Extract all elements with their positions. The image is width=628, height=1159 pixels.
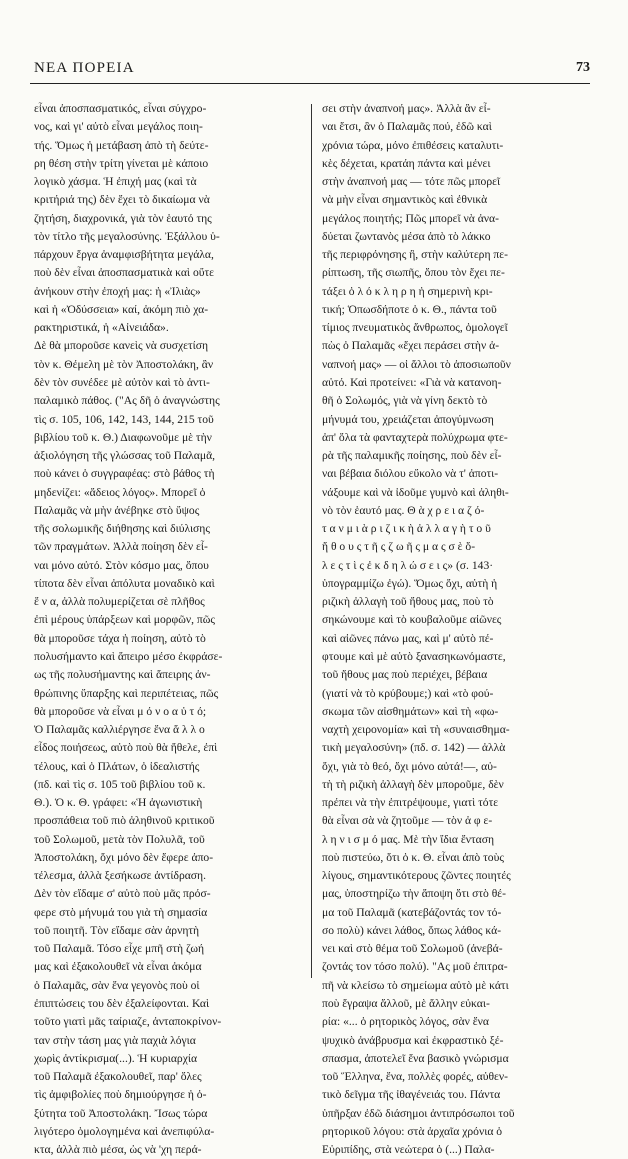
text-line: τοῦ Παλαμᾶ. Τόσο εἶχε μπῆ στὴ ζωή <box>34 942 205 956</box>
text-line: λιγότερο ὁμολογημένα καὶ ἀνεπιφύλα- <box>34 1124 215 1138</box>
text-line: λ η ν ι σ μ ό μας. Μὲ τὴν ἴδια ἔνταση <box>322 832 495 846</box>
text-line: ὁ Παλαμᾶς, σὰν ἕνα γεγονὸς ποὺ οἱ <box>34 978 200 992</box>
text-line: Εὐριπίδης, στὰ νεώτερα ὁ (...) Παλα- <box>322 1143 495 1157</box>
text-line: βιβλίου τοῦ κ. Θ.) Διαφωνοῦμε μὲ τὴν <box>34 430 212 444</box>
text-line: ναι βέβαια διόλου εὔκολο νὰ τ' ἀποτι- <box>322 467 499 481</box>
text-line: τοῦ Σολωμοῦ, μετὰ τὸν Πολυλᾶ, τοῦ <box>34 832 205 846</box>
text-line: θρώπινης ὕπαρξης καὶ περιπέτειας, πῶς <box>34 686 219 700</box>
text-line: τική; Ὁπωσδήποτε ὁ κ. Θ., πάντα τοῦ <box>322 302 497 316</box>
header-rule <box>30 83 590 84</box>
text-line: τὴ τὴ ριζικὴ ἀλλαγὴ δὲν μποροῦμε, δὲν <box>322 777 504 791</box>
text-line: τῆς περιφρόνησης ἢ, στὴν καλύτερη πε- <box>322 248 509 262</box>
text-line: τέλους, καὶ ὁ Πλάτων, ὁ ἰδεαλιστής <box>34 759 200 773</box>
text-line: ἀνήκουν στὴν ἐποχή μας: ἡ «Ἰλιὰς» <box>34 284 201 298</box>
text-line: ἐπὶ μέρους ὑπάρξεων καὶ μορφῶν, πῶς <box>34 613 215 627</box>
text-line: κτα, ἀλλὰ πιὸ μέσα, ὡς νὰ 'χη περά- <box>34 1143 202 1157</box>
text-line: Παλαμᾶς νὰ μὴν ἀνέβηκε στὸ ὕψος <box>34 503 200 517</box>
text-line: σκωμα τῶν αἰσθημάτων» καὶ τὴ «φω- <box>322 704 499 718</box>
text-line: ὑπῆρξαν ἐδῶ διάσημοι ἀντιπρόσωποι τοῦ <box>322 1106 515 1120</box>
text-line: ποὺ δὲν εἶναι ἀποσπασματικὰ καὶ οὔτε <box>34 266 215 280</box>
text-line: ρὰ τῆς παλαμικῆς ποίησης, ποὺ δὲν εἶ- <box>322 449 502 463</box>
text-line: Δὲν τὸν εἴδαμε σ' αὐτὸ ποὺ μᾶς πρόσ- <box>34 887 211 901</box>
text-line: νει καὶ στὸ θέμα τοῦ Σολωμοῦ (ἀνεβά- <box>322 942 503 956</box>
text-line: ως τῆς πολυσήμαντης καὶ ἄπειρης ἀν- <box>34 668 211 682</box>
text-line: νὰ μὴν εἶναι σημαντικὸς καὶ ἐθνικὰ <box>322 193 488 207</box>
text-line: μα τοῦ Παλαμᾶ (κατεβάζοντάς τον τό- <box>322 905 502 919</box>
text-line: τοῦτο γιατὶ μᾶς ταίριαζε, ἀνταποκρίνον- <box>34 1015 222 1029</box>
text-line: ψυχικὸ ἀνάβρυσμα καὶ ἐκφραστικὸ ξέ- <box>322 1033 504 1047</box>
text-line: μήνυμά του, χρειάζεται ἀπογύμνωση <box>322 412 494 426</box>
right-column <box>322 100 590 1157</box>
text-line: εἶναι ἀποσπασματικός, εἶναι σύγχρο- <box>34 102 207 115</box>
text-line: τίποτα δὲν εἶναι ἀπόλυτα μοναδικὸ καὶ <box>34 576 215 590</box>
text-line: τοῦ ἤθους μας ποὺ περιέχει, βέβαια <box>322 668 488 682</box>
text-line: ποὺ ἔγραψα ἄλλοῦ, μὲ ἄλλην εὐκαι- <box>322 997 490 1011</box>
text-line: λογικὸ χάσμα. Ἡ ἐπιχή μας (καὶ τὰ <box>34 175 197 189</box>
text-line: τ α ν μ ι ὰ ρ ι ζ ι κ ὴ ἀ λ λ α γ ὴ τ ο ῦ <box>322 522 491 536</box>
text-line: δὲν τὸν συνέδεε μὲ αὐτὸν καὶ τὸ ἀντι- <box>34 375 210 389</box>
text-line: μεγάλος ποιητής; Πῶς μπορεῖ νὰ ἀνα- <box>322 211 499 225</box>
text-line: Ἀποστολάκη, ὄχι μόνο δὲν ἔφερε ἀπο- <box>34 850 214 864</box>
text-line: τοῦ ποιητῆ. Τὸν εἴδαμε σὰν ἀρνητὴ <box>34 923 200 937</box>
text-line: τάξει ὁ λ ό κ λ η ρ η ἡ σημερινὴ κρι- <box>322 284 493 298</box>
text-line: τὸν κ. Θέμελη μὲ τὸν Ἀποστολάκη, ἂν <box>34 357 214 371</box>
text-line: μας, ὑποστηρίζω τὴν ἄποψη ὅτι στὸ θέ- <box>322 887 507 901</box>
text-line: ἀπ' ὅλα τὰ φανταχτερὰ πολύχρωμα φτε- <box>322 430 508 444</box>
text-line: ξύτητα τοῦ Ἀποστολάκη. Ἴσως τώρα <box>34 1106 208 1120</box>
text-line: πάρχουν ἔργα ἀναμφισβήτητα μεγάλα, <box>34 248 214 262</box>
text-line: σηκώνουμε καὶ τὸ κουβαλοῦμε αἰῶνες <box>322 613 502 627</box>
text-line: ὄχι, γιὰ τὸ θεό, ὄχι μόνο αὐτά!—, αὐ- <box>322 759 497 773</box>
text-line: τής. Ὅμως ἡ μετάβαση ἀπὸ τὴ δεύτε- <box>34 138 209 152</box>
text-line: ναι ἔτσι, ἂν ὁ Παλαμᾶς πού, ἐδῶ καὶ <box>322 120 492 134</box>
text-line: (πδ. καὶ τὶς σ. 105 τοῦ βιβλίου τοῦ κ. <box>34 777 206 791</box>
text-line: φτουμε καὶ μὲ αὐτὸ ξανασηκωνόμαστε, <box>322 649 506 663</box>
text-line: πρέπει νὰ τὴν ἐπιτρέψουμε, γιατὶ τότε <box>322 796 499 810</box>
text-line: παλαμικὸ πάθος. ("Ας δῆ ὁ ἀναγνώστης <box>34 394 220 408</box>
text-line: (γιατί νὰ τὸ κρύβουμε;) καὶ «τὸ φού- <box>322 686 494 700</box>
journal-title: ΝΕΑ ΠΟΡΕΙΑ <box>34 60 135 76</box>
text-line: σει στὴν ἀναπνοή μας». Ἀλλὰ ἂν εἶ- <box>322 102 491 115</box>
text-line: ταν στὴν τάση μας γιὰ παχιὰ λόγια <box>34 1033 196 1047</box>
text-line: θὰ μποροῦσε τάχα ἡ ποίηση, αὐτὸ τὸ <box>34 631 206 645</box>
text-line: τοῦ Παλαμᾶ ἐξακολουθεῖ, παρ' ὅλες <box>34 1070 202 1084</box>
text-line: Ὁ Παλαμᾶς καλλιέργησε ἕνα ἄ λ λ ο <box>34 723 205 737</box>
text-line: ρητορικοῦ λόγου: στὰ ἀρχαῖα χρόνια ὁ <box>322 1124 503 1138</box>
text-line: ἕ ν α, ἀλλὰ πολυμερίζεται σὲ πλῆθος <box>34 595 205 609</box>
text-line: μας καὶ ἐξακολουθεῖ νὰ εἶναι ἀκόμα <box>34 960 202 974</box>
text-line: ναχτὴ χειρονομία» καὶ τὴ «συναισθημα- <box>322 723 510 737</box>
text-line: ρίπτωση, τῆς σιωπῆς, ὅπου τὸν ἔχει πε- <box>322 266 505 280</box>
text-line: εἶδος ποιήσεως, αὐτὸ ποὺ θὰ ἤθελε, ἐπὶ <box>34 741 218 755</box>
text-line: πολυσήμαντο καὶ ἄπειρο μέσο ἐκφράσε- <box>34 649 223 663</box>
text-line: Δὲ θὰ μποροῦσε κανεὶς νὰ συσχετίση <box>34 339 209 353</box>
text-line: φερε στὸ μήνυμά του γιὰ τὴ σημασία <box>34 905 208 919</box>
text-line: αὐτό. Καὶ προτείνει: «Γιὰ νὰ κατανοη- <box>322 375 502 389</box>
text-line: τὶς ἀμφιβολίες ποὺ δημιούργησε ἡ ὀ- <box>34 1088 207 1102</box>
text-line: τικὴ μεγαλοσύνη» (πδ. σ. 142) — ἀλλὰ <box>322 741 506 755</box>
text-line: νος, καὶ γι' αὐτὸ εἶναι μεγάλος ποιη- <box>34 120 203 134</box>
text-line: λίγους, σημαντικότερους ζῶντες ποιητές <box>322 869 511 883</box>
text-line: ρακτηριστικά, ἡ «Αἰνειάδα». <box>34 321 169 335</box>
text-line: νὸ τὸν ἑαυτό μας. Θ ὰ χ ρ ε ι α ζ ό- <box>322 503 485 517</box>
text-line: τὸν τίτλο τῆς μεγαλοσύνης. Ἐξάλλου ὑ- <box>34 229 220 243</box>
text-line: σπασμα, ἀποτελεῖ ἕνα βασικὸ γνώρισμα <box>322 1051 509 1065</box>
left-column <box>34 100 302 1157</box>
text-line: ποὺ πιστεύω, ὅτι ὁ κ. Θ. εἶναι ἀπὸ τοὺς <box>322 850 504 864</box>
text-line: ριζικὴ ἀλλαγὴ τοῦ ἤθους μας, ποὺ τὸ <box>322 595 494 609</box>
text-line: σο πολὺ) κάνει λάθος, ὅπως λάθος κά- <box>322 923 502 937</box>
text-line: θὰ μποροῦσε νὰ εἶναι μ ό ν ο α ὐ τ ό; <box>34 704 207 718</box>
text-line: τικὸ δεῖγμα τῆς ἰθαγένειάς του. Πάντα <box>322 1088 501 1102</box>
text-line: προσπάθεια τοῦ πιὸ ἀληθινοῦ κριτικοῦ <box>34 814 215 828</box>
text-line: ζοντάς τον τόσο πολύ). "Ας μοῦ ἐπιτρα- <box>322 960 508 974</box>
text-line: τῶν πραγμάτων. Ἀλλὰ ποίηση δὲν εἶ- <box>34 540 208 554</box>
text-line: ναι μόνο αὐτό. Στὸν κόσμο μας, ὅπου <box>34 558 209 572</box>
text-line: ποὺ κάνει ὁ συγγραφέας: στὸ βάθος τὴ <box>34 467 215 481</box>
text-line: χρόνια τώρα, μόνο ἐπιθέσεις καταλυτι- <box>322 138 504 152</box>
page-header <box>30 56 590 86</box>
text-line: θὰ εἶναι σὰ νὰ ζητοῦμε — τὸν ἀ φ ε- <box>322 814 493 828</box>
text-line: πῆ νὰ κλείσω τὸ σημείωμα αὐτὸ μὲ κάτι <box>322 978 509 992</box>
text-line: χωρὶς ἀντίκρισμα(...). Ἡ κυριαρχία <box>34 1051 198 1065</box>
text-line: Θ.). Ὁ κ. Θ. γράφει: «Ἡ ἀγωνιστικὴ <box>34 796 203 810</box>
text-line: μηδενίζει: «ἄδειος λόγος». Μπορεῖ ὁ <box>34 485 206 499</box>
text-line: λ ε ς τ ὶ ς ἐ κ δ η λ ώ σ ε ι ς» (σ. 143· <box>322 558 494 572</box>
text-line: τοῦ Ἕλληνα, ἕνα, πολλὲς φορές, αὐθεν- <box>322 1070 508 1084</box>
text-line: ὑπογραμμίζω ἐγώ). Ὅμως ὄχι, αὐτὴ ἡ <box>322 576 498 590</box>
text-line: ναπνοή μας» — οἱ ἄλλοι τὸ ἀποσιωποῦν <box>322 357 511 371</box>
text-line: τέλεσμα, ἀλλὰ ξεσήκωσε ἀντίδραση. <box>34 869 207 883</box>
text-line: θῆ ὁ Σολωμός, γιὰ νὰ γίνη δεκτὸ τὸ <box>322 394 488 408</box>
text-line: καὶ αἰῶνες πάνω μας, καὶ μ' αὐτὸ πέ- <box>322 631 494 645</box>
text-line: ζητήση, διαχρονικά, γιὰ τὸν ἑαυτό της <box>34 211 212 225</box>
text-line: τίμιος πνευματικὸς ἄνθρωπος, ὁμολογεῖ <box>322 321 508 335</box>
text-line: τῆς σολωμικῆς διήθησης καὶ διύλισης <box>34 522 210 536</box>
text-line: ἀξιολόγηση τῆς γλώσσας τοῦ Παλαμᾶ, <box>34 449 216 463</box>
text-line: ἐπιπτώσεις του δὲν ἐξαλείφονται. Καὶ <box>34 997 210 1011</box>
text-line: ρη θέση στὴν τρίτη γίνεται μὲ κάποιο <box>34 156 209 170</box>
text-line: ρία: «... ὁ ρητορικὸς λόγος, σὰν ἕνα <box>322 1015 489 1029</box>
text-line: στὴν ἀναπνοή μας — τότε πῶς μπορεῖ <box>322 175 501 189</box>
text-line: νάξουμε καὶ νὰ ἰδοῦμε γυμνὸ καὶ ἀληθι- <box>322 485 509 499</box>
text-line: πὼς ὁ Παλαμᾶς «ἔχει περάσει στὴν ἀ- <box>322 339 500 353</box>
article-body <box>34 100 590 1157</box>
text-line: καὶ ἡ «Ὀδύσσεια» καί, ἀκόμη πιὸ χα- <box>34 302 209 316</box>
column-divider <box>311 104 312 978</box>
text-line: δύεται ζωντανὸς μέσα ἀπὸ τὸ λάκκο <box>322 229 491 243</box>
text-line: κὲς δέχεται, κρατάη πάντα καὶ μένει <box>322 156 491 170</box>
page-number: 73 <box>576 60 590 75</box>
text-line: κριτήριά της) δὲν ἔχει τὸ δικαίωμα νὰ <box>34 193 210 207</box>
text-line: τὶς σ. 105, 106, 142, 143, 144, 215 τοῦ <box>34 412 214 426</box>
text-line: ἤ θ ο υ ς τ ῆ ς ζ ω ῆ ς μ α ς σ ὲ ὅ- <box>322 540 476 554</box>
